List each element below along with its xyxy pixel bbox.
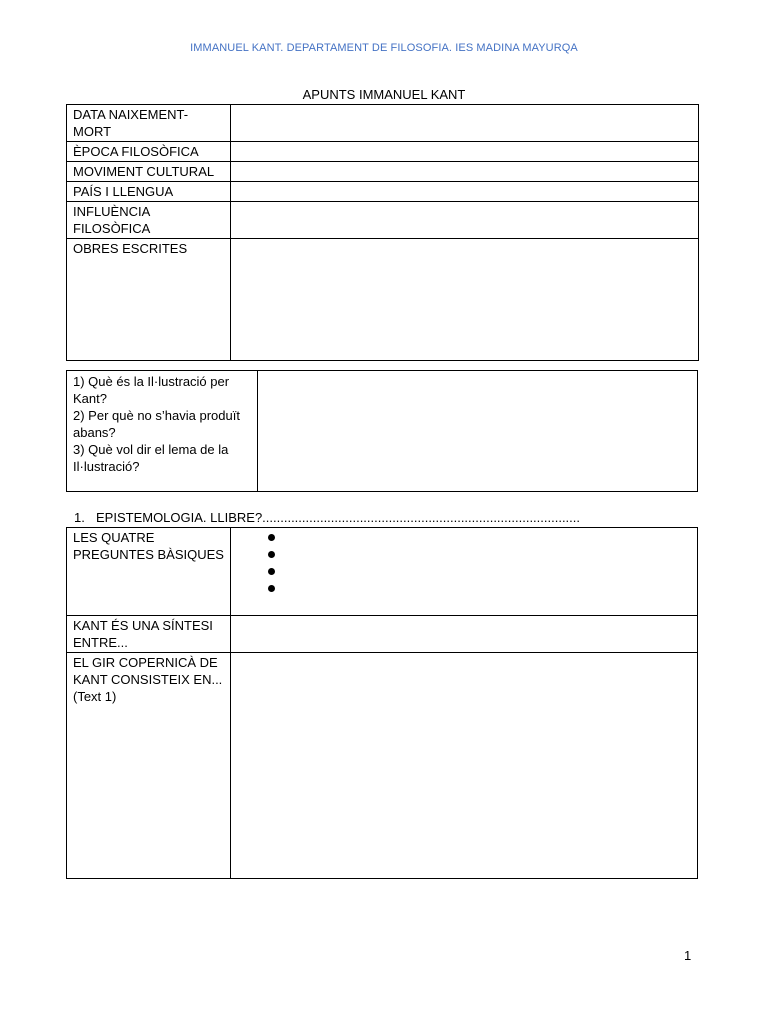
info-table [66, 104, 699, 361]
label-cell: EL GIR COPERNICÀ DE KANT CONSISTEIX EN... (Text 1) [67, 653, 231, 879]
list-item[interactable] [265, 529, 691, 546]
answer-cell[interactable] [231, 142, 699, 162]
list-item[interactable] [265, 546, 691, 563]
answer-cell[interactable] [231, 528, 698, 616]
list-item[interactable] [265, 580, 691, 597]
questions-table [66, 370, 698, 492]
table-row [67, 239, 699, 361]
answer-cell[interactable] [231, 653, 698, 879]
label-cell: MOVIMENT CULTURAL [67, 162, 231, 182]
label-cell: OBRES ESCRITES [67, 239, 231, 361]
table-row [67, 528, 698, 616]
answer-cell[interactable] [231, 105, 699, 142]
question-1: 1) Què és la Il·lustració per Kant? [73, 374, 230, 406]
list-item[interactable] [265, 563, 691, 580]
section-number: 1. [74, 510, 85, 525]
table-row [67, 616, 698, 653]
section-heading [74, 510, 580, 525]
answer-cell[interactable] [231, 162, 699, 182]
label-cell: DATA NAIXEMENT-MORT [67, 105, 231, 142]
answer-cell[interactable] [231, 182, 699, 202]
table-row [67, 142, 699, 162]
question-2: 2) Per què no s’havia produït abans? [73, 408, 240, 440]
table-row [67, 371, 698, 492]
answer-cell[interactable] [231, 239, 699, 361]
label-cell: KANT ÉS UNA SÍNTESI ENTRE... [67, 616, 231, 653]
section-title: EPISTEMOLOGIA. LLIBRE?........................................................................................ [96, 510, 581, 525]
question-3: 3) Què vol dir el lema de la Il·lustració? [73, 442, 229, 474]
page-number: 1 [684, 948, 692, 963]
label-cell: ÈPOCA FILOSÒFICA [67, 142, 231, 162]
questions-cell [67, 371, 258, 492]
table-row [67, 162, 699, 182]
answer-cell[interactable] [258, 371, 698, 492]
bullet-list [237, 529, 691, 597]
table-row [67, 653, 698, 879]
table-row [67, 182, 699, 202]
table-row [67, 105, 699, 142]
label-cell: INFLUÈNCIA FILOSÒFICA [67, 202, 231, 239]
document-title: APUNTS IMMANUEL KANT [302, 87, 466, 102]
page-header: IMMANUEL KANT. DEPARTAMENT DE FILOSOFIA. IES MADINA MAYURQA [190, 42, 578, 54]
answer-cell[interactable] [231, 202, 699, 239]
label-cell: PAÍS I LLENGUA [67, 182, 231, 202]
label-cell: LES QUATRE PREGUNTES BÀSIQUES [67, 528, 231, 616]
epistemology-table [66, 527, 698, 879]
table-row [67, 202, 699, 239]
answer-cell[interactable] [231, 616, 698, 653]
